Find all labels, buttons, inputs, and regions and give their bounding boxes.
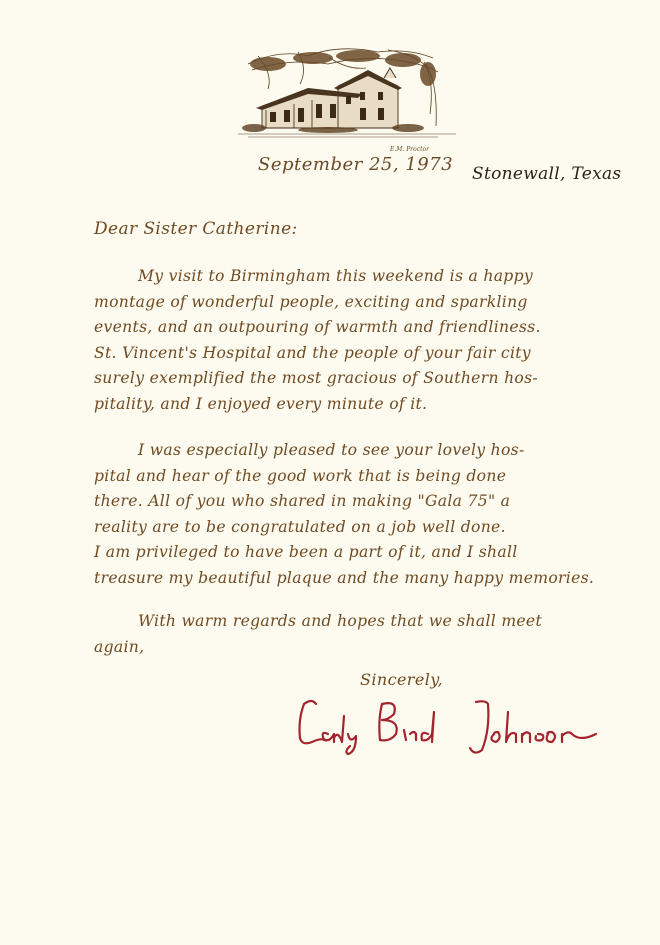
letter-date: September 25, 1973 — [258, 154, 454, 175]
paragraph-line: pital and hear of the good work that is being done — [94, 466, 507, 485]
paragraph-line: surely exemplified the most gracious of Southern hos- — [94, 369, 538, 388]
letterhead-illustration — [238, 44, 462, 144]
paragraph-line: there. All of you who shared in making "Gala 75" a — [94, 492, 511, 511]
paragraph-line: I am privileged to have been a part of it, and I shall — [94, 543, 518, 562]
paragraph-line: My visit to Birmingham this weekend is a happy — [138, 267, 533, 285]
closing: Sincerely, — [360, 670, 444, 689]
paragraph-1 — [94, 264, 624, 418]
paragraph-line: I was especially pleased to see your lovely hos- — [138, 441, 525, 459]
paragraph-line: treasure my beautiful plaque and the many happy memories. — [94, 568, 595, 587]
paragraph-line: montage of wonderful people, exciting and sparkling — [94, 292, 528, 311]
signature — [290, 690, 610, 760]
paragraph-3 — [94, 609, 624, 660]
paragraph-line: reality are to be congratulated on a job well done. — [94, 517, 506, 536]
paragraph-2 — [94, 438, 624, 592]
salutation: Dear Sister Catherine: — [94, 219, 298, 239]
paragraph-line: St. Vincent's Hospital and the people of your fair city — [94, 343, 531, 362]
paragraph-line: With warm regards and hopes that we shall meet — [138, 612, 543, 630]
paragraph-line: events, and an outpouring of warmth and friendliness. — [94, 318, 541, 337]
artist-mark: E.M. Proctor — [390, 146, 430, 153]
paragraph-line: pitality, and I enjoyed every minute of it. — [94, 394, 428, 413]
paragraph-line: again, — [94, 637, 145, 656]
letter-place: Stonewall, Texas — [472, 164, 622, 184]
